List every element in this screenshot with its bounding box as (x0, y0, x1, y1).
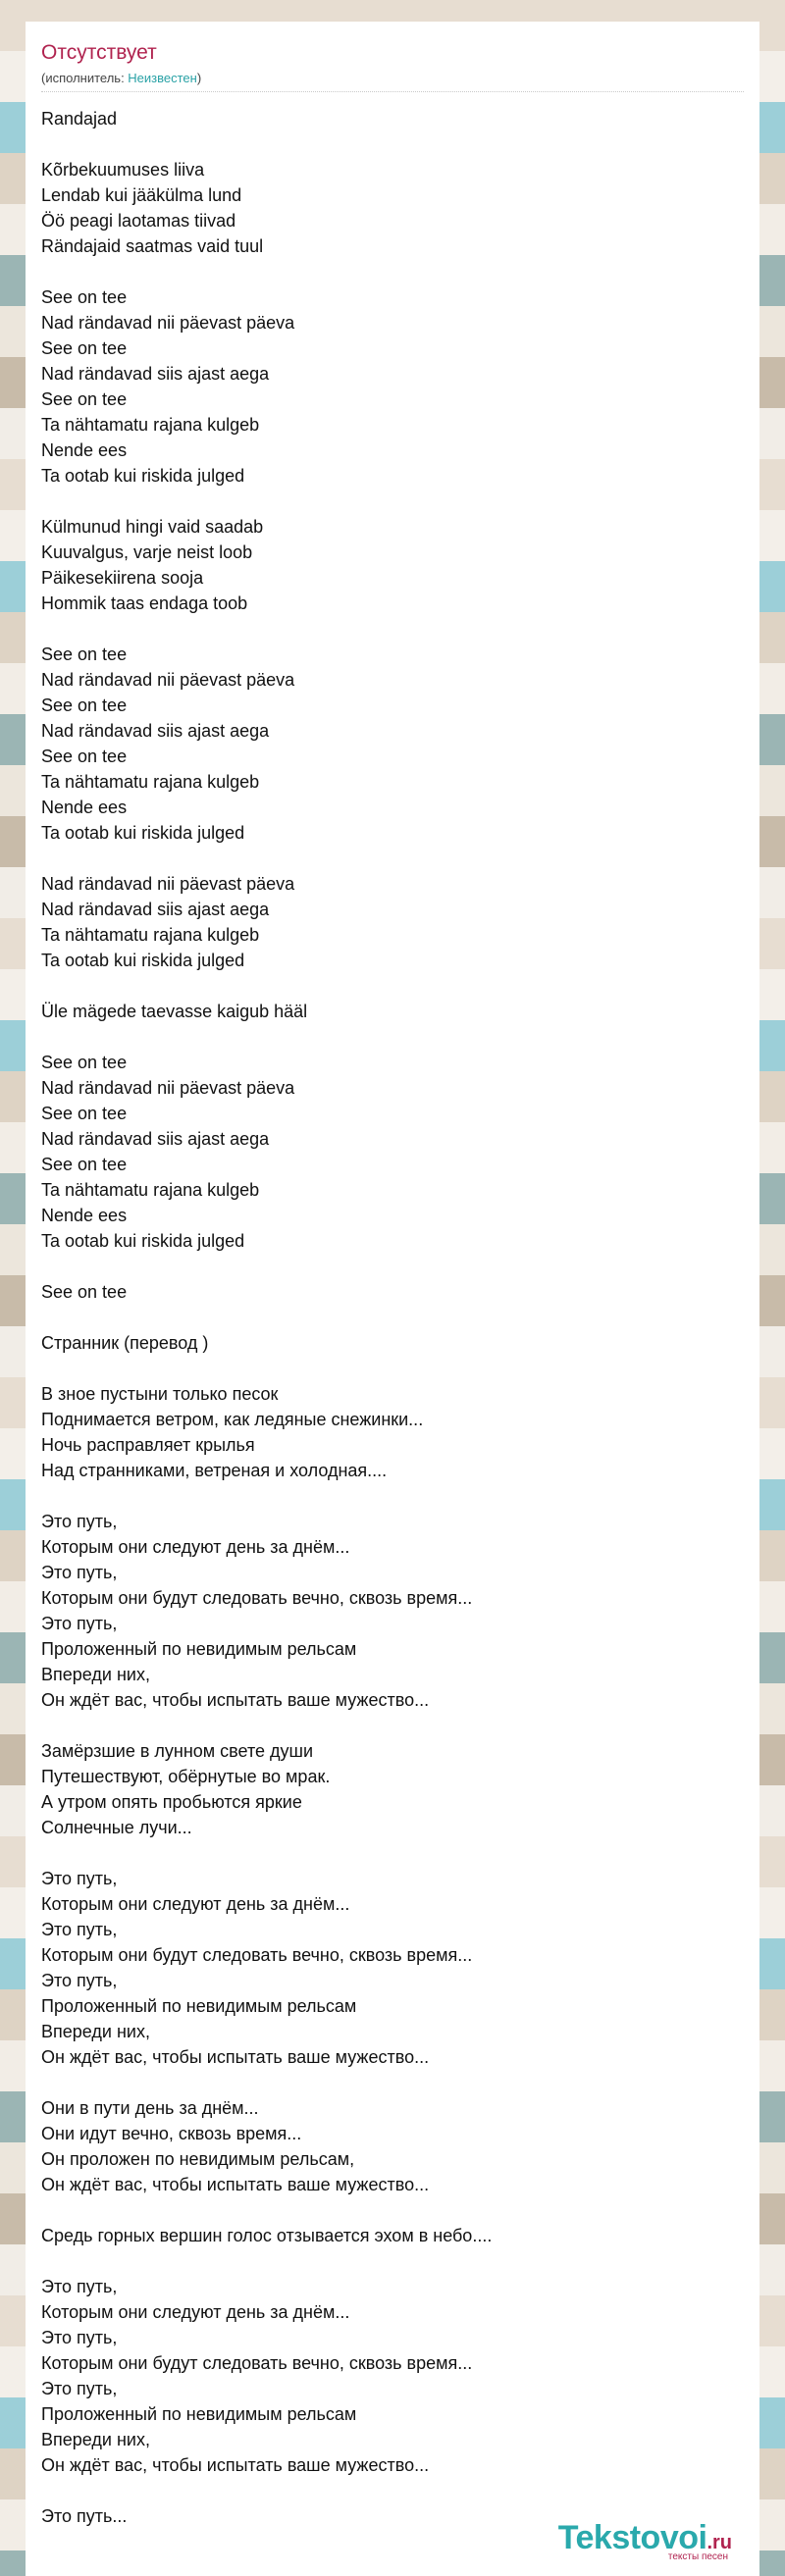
lyric-line: Hommik taas endaga toob (41, 593, 248, 613)
stanza-break (41, 2248, 728, 2274)
lyric-line: Ta nähtamatu rajana kulgeb (41, 1180, 260, 1200)
lyric-line: Kõrbekuumuses liiva (41, 160, 205, 180)
lyric-line: Это путь, (41, 2277, 118, 2296)
stanza-break (41, 846, 728, 871)
site-logo[interactable] (558, 2519, 732, 2562)
lyric-line: Он проложен по невидимым рельсам, (41, 2149, 355, 2169)
lyrics-body (41, 106, 728, 2529)
lyric-line: Это путь, (41, 2379, 118, 2398)
lyric-line: Nad rändavad nii päevast päeva (41, 1078, 295, 1098)
lyric-line: Ta ootab kui riskida julged (41, 951, 245, 970)
stanza-break (41, 489, 728, 514)
lyric-line: Солнечные лучи... (41, 1818, 192, 1837)
lyric-line: See on tee (41, 644, 128, 664)
lyric-line: See on tee (41, 1104, 128, 1123)
lyric-line: See on tee (41, 696, 128, 715)
logo-text: Tekstovoi (557, 2519, 707, 2556)
lyric-line: Странник (перевод ) (41, 1333, 209, 1353)
lyric-line: Üle mägede taevasse kaigub hääl (41, 1002, 308, 1021)
lyric-line: Это путь, (41, 1920, 118, 1939)
lyric-line: Nende ees (41, 440, 128, 460)
lyric-line: Ta ootab kui riskida julged (41, 466, 245, 486)
stanza-break (41, 1840, 728, 1866)
artist-line (41, 71, 201, 85)
lyric-line: Külmunud hingi vaid saadab (41, 517, 264, 537)
lyric-line: See on tee (41, 338, 128, 358)
lyrics-card (26, 22, 759, 2576)
lyric-line: Это путь, (41, 1614, 118, 1633)
lyric-line: Это путь... (41, 2506, 128, 2526)
stanza-break (41, 616, 728, 642)
lyric-line: Которым они следуют день за днём... (41, 2302, 350, 2322)
lyric-line: Nad rändavad siis ajast aega (41, 721, 270, 741)
lyric-line: Это путь, (41, 1869, 118, 1888)
lyric-line: Nad rändavad nii päevast päeva (41, 874, 295, 894)
lyric-line: Ta nähtamatu rajana kulgeb (41, 772, 260, 792)
stanza-break (41, 973, 728, 999)
lyric-line: Которым они будут следовать вечно, сквозь время... (41, 1945, 473, 1965)
lyric-line: Nende ees (41, 1206, 128, 1225)
lyric-line: Rändajaid saatmas vaid tuul (41, 236, 264, 256)
lyric-line: Средь горных вершин голос отзывается эхом в небо.... (41, 2226, 493, 2245)
stanza-break (41, 1305, 728, 1330)
lyric-line: Ta nähtamatu rajana kulgeb (41, 415, 260, 435)
lyric-line: Ta ootab kui riskida julged (41, 1231, 245, 1251)
lyric-line: Nende ees (41, 798, 128, 817)
lyric-line: Nad rändavad siis ajast aega (41, 1129, 270, 1149)
lyric-line: Поднимается ветром, как ледяные снежинки... (41, 1410, 424, 1429)
lyric-line: See on tee (41, 389, 128, 409)
lyric-line: Которым они следуют день за днём... (41, 1537, 350, 1557)
lyric-line: Nad rändavad nii päevast päeva (41, 670, 295, 690)
lyric-line: Он ждёт вас, чтобы испытать ваше мужество... (41, 2047, 430, 2067)
stanza-break (41, 1024, 728, 1050)
lyric-line: Проложенный по невидимым рельсам (41, 1996, 357, 2016)
lyric-line: Nad rändavad nii päevast päeva (41, 313, 295, 333)
stanza-break (41, 259, 728, 284)
logo-tld: .ru (706, 2532, 732, 2553)
lyric-line: Впереди них, (41, 1665, 150, 1684)
header-divider (41, 91, 744, 92)
artist-prefix: (исполнитель: (41, 71, 129, 85)
artist-suffix: ) (196, 71, 202, 85)
lyric-line: Это путь, (41, 1512, 118, 1531)
lyric-line: В зное пустыни только песок (41, 1384, 279, 1404)
lyric-line: Проложенный по невидимым рельсам (41, 2404, 357, 2424)
stanza-break (41, 1713, 728, 1738)
lyric-line: Nad rändavad siis ajast aega (41, 364, 270, 384)
lyric-line: А утром опять пробьются яркие (41, 1792, 302, 1812)
lyric-line: See on tee (41, 1155, 128, 1174)
lyric-line: Замёрзшие в лунном свете души (41, 1741, 313, 1761)
lyric-line: Ta ootab kui riskida julged (41, 823, 245, 843)
lyric-line: Он ждёт вас, чтобы испытать ваше мужество... (41, 2175, 430, 2194)
lyric-line: Ночь расправляет крылья (41, 1435, 255, 1455)
lyric-line: Впереди них, (41, 2430, 150, 2449)
stanza-break (41, 2478, 728, 2503)
lyric-line: See on tee (41, 287, 128, 307)
lyric-line: Ta nähtamatu rajana kulgeb (41, 925, 260, 945)
lyric-line: Которым они будут следовать вечно, сквозь время... (41, 1588, 473, 1608)
lyric-line: Они идут вечно, сквозь время... (41, 2124, 302, 2143)
lyric-line: Päikesekiirena sooja (41, 568, 204, 588)
lyric-line: See on tee (41, 1282, 128, 1302)
logo-subtitle: тексты песен (667, 2551, 728, 2562)
stanza-break (41, 2197, 728, 2223)
lyric-line: See on tee (41, 1053, 128, 1072)
lyric-line: Над странниками, ветреная и холодная.... (41, 1461, 388, 1480)
lyric-line: Randajad (41, 109, 118, 129)
lyric-line: Это путь, (41, 1971, 118, 1990)
artist-link[interactable]: Неизвестен (128, 71, 197, 85)
lyric-line: Которым они будут следовать вечно, сквозь время... (41, 2353, 473, 2373)
stanza-break (41, 1356, 728, 1381)
lyric-line: Он ждёт вас, чтобы испытать ваше мужество... (41, 2455, 430, 2475)
lyric-line: Они в пути день за днём... (41, 2098, 259, 2118)
song-title: Отсутствует (41, 41, 157, 64)
lyric-line: Kuuvalgus, varje neist loob (41, 542, 253, 562)
lyric-line: See on tee (41, 747, 128, 766)
lyric-line: Öö peagi laotamas tiivad (41, 211, 236, 231)
lyric-line: Это путь, (41, 2328, 118, 2347)
lyric-line: Nad rändavad siis ajast aega (41, 900, 270, 919)
stanza-break (41, 2070, 728, 2095)
lyric-line: Впереди них, (41, 2022, 150, 2041)
lyric-line: Это путь, (41, 1563, 118, 1582)
lyric-line: Которым они следуют день за днём... (41, 1894, 350, 1914)
lyric-line: Он ждёт вас, чтобы испытать ваше мужество... (41, 1690, 430, 1710)
stanza-break (41, 1483, 728, 1509)
stanza-break (41, 131, 728, 157)
lyric-line: Проложенный по невидимым рельсам (41, 1639, 357, 1659)
stanza-break (41, 1254, 728, 1279)
lyric-line: Lendab kui jääkülma lund (41, 185, 242, 205)
lyric-line: Путешествуют, обёрнутые во мрак. (41, 1767, 331, 1786)
